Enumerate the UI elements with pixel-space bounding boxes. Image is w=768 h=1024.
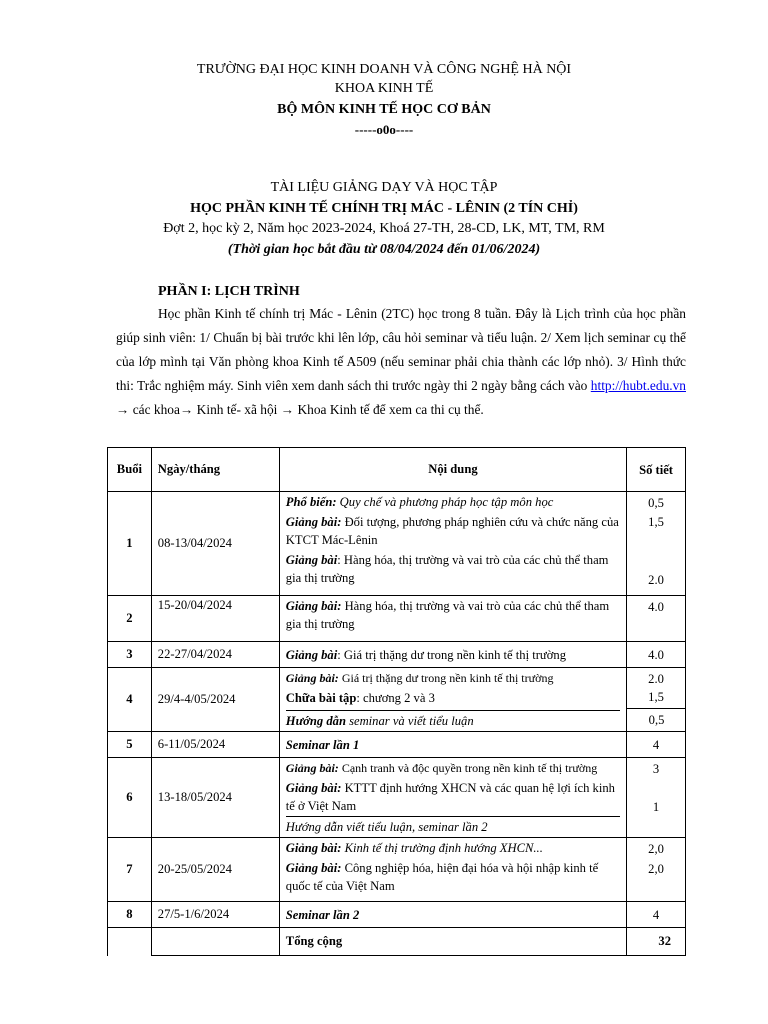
item-periods: 2.0 [648, 672, 664, 686]
date-cell: 08-13/04/2024 [151, 492, 279, 596]
item-text: Cạnh tranh và độc quyền trong nền kinh tế thị trường [338, 761, 598, 775]
table-row [108, 642, 686, 668]
item-text: Giá trị thặng dư trong nền kinh tế thị trường [338, 671, 554, 685]
session-cell: 2 [108, 596, 152, 642]
table-row [108, 668, 686, 732]
content-item [286, 778, 620, 816]
item-periods: 4.0 [648, 600, 664, 614]
item-periods: 4 [652, 907, 660, 922]
content-item [286, 905, 620, 925]
item-text: Kinh tế thị trường định hướng XHCN... [341, 841, 543, 855]
item-periods: 1,5 [648, 515, 664, 529]
study-period: (Thời gian học bắt đầu từ 08/04/2024 đến 01/06/2024) [227, 242, 541, 257]
content-item [286, 688, 620, 710]
date-cell: 13-18/05/2024 [151, 758, 279, 838]
periods-cell [627, 668, 686, 732]
header-periods: Số tiết [627, 448, 686, 492]
session-cell: 1 [108, 492, 152, 596]
item-text: Hướng dẫn viết tiểu luận, seminar lần 2 [285, 820, 488, 834]
item-periods: 2.0 [648, 573, 664, 587]
item-label: Phổ biến: [285, 495, 337, 509]
periods-cell [627, 758, 686, 838]
periods-cell [627, 492, 686, 596]
session-cell: 8 [108, 902, 152, 928]
item-periods: 0,5 [627, 708, 686, 728]
item-text: : Hàng hóa, thị trường và vai trò của các chủ thể tham gia thị trường [285, 553, 609, 585]
item-periods: 2,0 [648, 862, 664, 876]
content-cell [279, 596, 626, 642]
item-label: Giảng bài: [285, 515, 342, 529]
table-row [108, 732, 686, 758]
total-label: Tổng cộng [279, 928, 626, 956]
content-cell [279, 732, 626, 758]
item-periods: 1,5 [648, 690, 664, 704]
content-item [286, 816, 620, 837]
content-cell [279, 758, 626, 838]
course-title: HỌC PHẦN KINH TẾ CHÍNH TRỊ MÁC - LÊNIN (2 TÍN CHỈ) [190, 201, 578, 216]
session-cell: 7 [108, 838, 152, 902]
date-cell: 15-20/04/2024 [151, 596, 279, 642]
item-label: Giảng bài: [285, 841, 342, 855]
session-cell: 3 [108, 642, 152, 668]
item-label: Giảng bài: [285, 781, 342, 795]
item-text: Công nghiệp hóa, hiện đại hóa và hội nhập kinh tế quốc tế của Việt Nam [285, 861, 599, 893]
content-item [286, 735, 620, 755]
item-label: Giảng bài: [285, 599, 342, 613]
content-item [286, 710, 620, 731]
date-cell: 6-11/05/2024 [151, 732, 279, 758]
content-item [286, 550, 620, 590]
table-row [108, 492, 686, 596]
item-text: KTTT định hướng XHCN và các quan hệ lợi ích kinh tế ở Việt Nam [285, 781, 615, 813]
content-item [286, 668, 620, 688]
table-row [108, 758, 686, 838]
content-cell [279, 902, 626, 928]
header-session: Buổi [108, 448, 152, 492]
item-label: Chữa bài tập [285, 691, 357, 705]
date-cell: 27/5-1/6/2024 [151, 902, 279, 928]
header-content: Nội dung [279, 448, 626, 492]
periods-cell [627, 838, 686, 902]
content-item [286, 492, 620, 512]
header-date: Ngày/tháng [151, 448, 279, 492]
periods-cell [627, 642, 686, 668]
item-periods: 1 [652, 800, 660, 814]
total-periods: 32 [627, 928, 686, 956]
item-periods: 0,5 [648, 496, 664, 510]
date-cell: 20-25/05/2024 [151, 838, 279, 902]
item-text: : chương 2 và 3 [356, 691, 435, 705]
item-text: Quy chế và phương pháp học tập môn học [336, 495, 554, 509]
item-label: Giảng bài: [285, 861, 342, 875]
intro-text-end: → các khoa→ Kinh tế- xã hội → Khoa Kinh tế để xem ca thi cụ thể. [116, 402, 484, 417]
item-label: Giảng bài: [285, 671, 339, 685]
content-item [286, 596, 620, 634]
document-type: TÀI LIỆU GIẢNG DẠY VÀ HỌC TẬP [270, 180, 498, 195]
separator: -----o0o---- [354, 122, 414, 137]
item-periods: 4 [652, 737, 660, 752]
periods-cell [627, 732, 686, 758]
periods-cell [627, 902, 686, 928]
item-periods: 4.0 [648, 647, 664, 662]
item-text: Đối tượng, phương pháp nghiên cứu và chức năng của KTCT Mác-Lênin [285, 515, 619, 547]
date-cell: 29/4-4/05/2024 [151, 668, 279, 732]
university-name: TRƯỜNG ĐẠI HỌC KINH DOANH VÀ CÔNG NGHỆ HÀ NỘI [196, 62, 572, 77]
content-item [286, 645, 620, 665]
schedule-table [107, 447, 686, 956]
item-text: : Giá trị thặng dư trong nền kinh tế thị trường [337, 647, 567, 662]
periods-cell [627, 596, 686, 642]
item-label: Seminar lần 2 [285, 907, 360, 922]
session-cell: 5 [108, 732, 152, 758]
item-text: seminar và viết tiểu luận [345, 714, 474, 728]
item-label: Giảng bài: [285, 761, 339, 775]
content-cell [279, 668, 626, 732]
table-row [108, 838, 686, 902]
item-periods [627, 816, 685, 834]
item-label: Giảng bài [285, 647, 338, 662]
content-item [286, 512, 620, 550]
content-cell [279, 492, 626, 596]
hubt-link[interactable]: http://hubt.edu.vn [590, 378, 686, 393]
item-periods: 3 [652, 762, 660, 776]
department-name: BỘ MÔN KINH TẾ HỌC CƠ BẢN [277, 102, 491, 117]
item-label: Seminar lần 1 [285, 737, 360, 752]
item-label: Hướng dẫn [285, 714, 346, 728]
session-cell: 4 [108, 668, 152, 732]
faculty-name: KHOA KINH TẾ [334, 81, 434, 96]
date-cell: 22-27/04/2024 [151, 642, 279, 668]
content-item [286, 838, 620, 858]
term-info: Đợt 2, học kỳ 2, Năm học 2023-2024, Khoá 27-TH, 28-CD, LK, MT, TM, RM [163, 221, 605, 236]
item-text: Hàng hóa, thị trường và vai trò của các chủ thể tham gia thị trường [285, 599, 610, 631]
content-item [286, 858, 620, 898]
table-row [108, 902, 686, 928]
item-label: Giảng bài [285, 553, 338, 567]
table-row [108, 596, 686, 642]
content-item [286, 758, 620, 778]
content-cell [279, 838, 626, 902]
intro-text: Học phần Kinh tế chính trị Mác - Lênin (2TC) học trong 8 tuần. Đây là Lịch trình của học phần giúp sinh viên: 1/ Chuẩn bị bài trước khi lên lớp, câu hỏi seminar và tiểu luận. 2/ Xem lịch seminar cụ thể của lớp mình tại Văn phòng khoa Kinh tế A509 (nếu seminar phải chia thành các lớp nhỏ). 3/ Hình thức thi: Trắc nghiệm máy. Sinh viên xem danh sách thi trước ngày thi 2 ngày bằng cách vào [116, 306, 686, 393]
intro-paragraph [116, 302, 686, 422]
item-periods: 2,0 [648, 842, 664, 856]
content-cell [279, 642, 626, 668]
section-heading: PHẦN I: LỊCH TRÌNH [158, 284, 300, 299]
session-cell: 6 [108, 758, 152, 838]
